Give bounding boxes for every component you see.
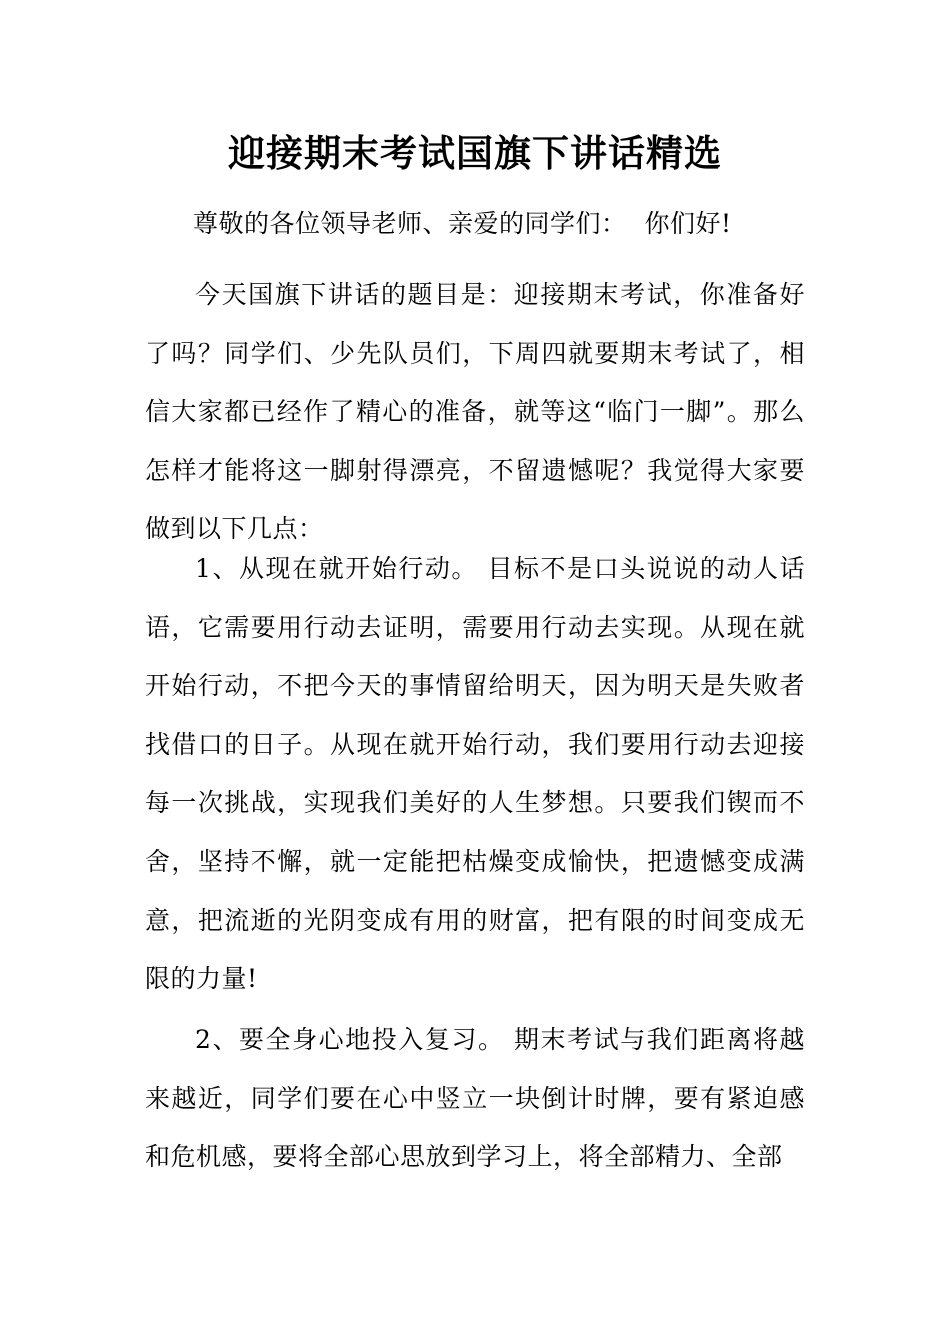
paragraph-intro: 今天国旗下讲话的题目是：迎接期末考试，你准备好了吗？同学们、少先队员们，下周四就要期末考试了，相信大家都已经作了精心的准备，就等这“临门一脚”。那么怎样才能将这一脚射得漂亮，不留遗憾呢？我觉得大家要做到以下几点： <box>145 280 805 544</box>
salutation-greeting: 尊敬的各位领导老师、亲爱的同学们： <box>193 209 627 238</box>
paragraph-point-1: 1、从现在就开始行动。 目标不是口头说说的动人话语，它需要用行动去证明，需要用行动去实现。从现在就开始行动，不把今天的事情留给明天，因为明天是失败者找借口的日子。从现在就开始行动，我们要用行动去迎接每一次挑战，实现我们美好的人生梦想。只要我们锲而不舍，坚持不懈，就一定能把枯燥变成愉快，把遗憾变成满意，把流逝的光阴变成有用的财富，把有限的时间变成无限的力量! <box>145 554 805 994</box>
paragraph-point-2: 2、要全身心地投入复习。 期末考试与我们距离将越来越近，同学们要在心中竖立一块倒计时牌，要有紧迫感和危机感，要将全部心思放到学习上，将全部精力、全部 <box>145 1025 805 1172</box>
salutation-line <box>193 195 833 253</box>
salutation-hello: 你们好! <box>644 209 732 238</box>
document-title: 迎接期末考试国旗下讲话精选 <box>228 131 722 175</box>
